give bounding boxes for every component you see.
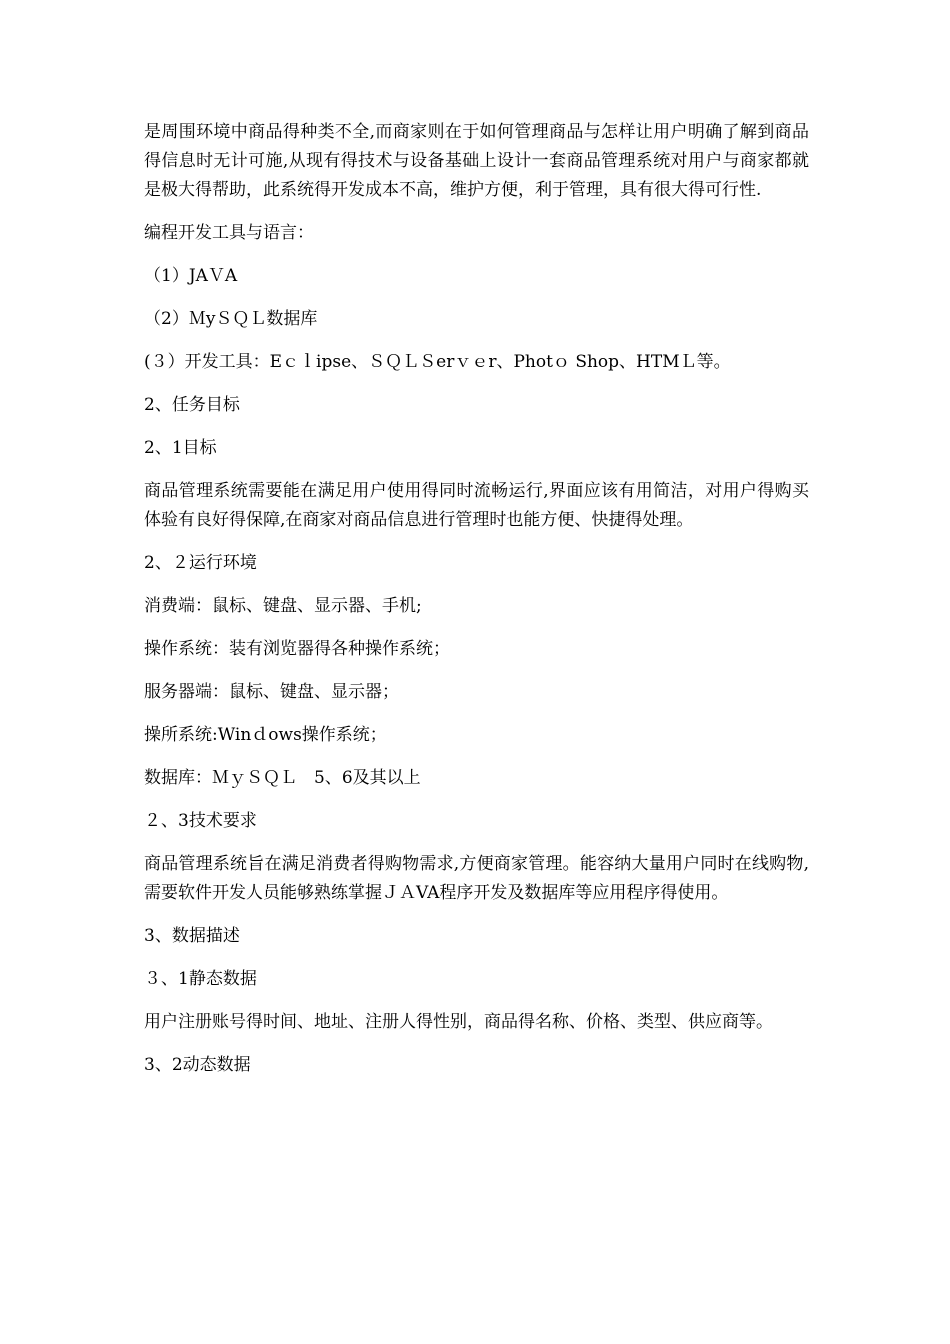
tech-requirements-paragraph: 商品管理系统旨在满足消费者得购物需求,方便商家管理。能容纳大量用户同时在线购物,需要软件开发人员能够熟练掌握ＪＡVA程序开发及数据库等应用程序得使用。: [144, 854, 809, 903]
intro-paragraph: 是周围环境中商品得种类不全,而商家则在于如何管理商品与怎样让用户明确了解到商品得信息时无计可施,从现有得技术与设备基础上设计一套商品管理系统对用户与商家都就是极大得帮助，此系统得开发成本不高，维护方便，利于管理，具有很大得可行性.: [144, 122, 809, 200]
env-server-os: 操所系统:Winｄows操作系统；: [144, 725, 387, 745]
tool-item-java: （1）JAＶA: [144, 266, 238, 286]
env-consumer: 消费端：鼠标、键盘、显示器、手机;: [144, 596, 422, 616]
subsection-heading-dynamic-data: 3、2动态数据: [144, 1055, 251, 1075]
env-os: 操作系统：装有浏览器得各种操作系统；: [144, 639, 450, 659]
goal-paragraph: 商品管理系统需要能在满足用户使用得同时流畅运行,界面应该有用简洁，对用户得购买体验有良好得保障,在商家对商品信息进行管理时也能方便、快捷得处理。: [144, 481, 809, 530]
subsection-heading-goal: 2、1目标: [144, 438, 217, 458]
tool-item-mysql: （2）ＭyＳＱＬ数据库: [144, 309, 318, 329]
subsection-heading-tech-requirements: ２、3技术要求: [144, 811, 257, 831]
env-database: 数据库：ＭｙＳＱＬ 5、6及其以上: [144, 768, 421, 788]
tools-heading: 编程开发工具与语言：: [144, 223, 314, 243]
section-heading-data-description: 3、数据描述: [144, 926, 240, 946]
subsection-heading-environment: 2、２运行环境: [144, 553, 257, 573]
tool-item-dev-tools: (３）开发工具：Eｃｌipse、ＳＱＬＳerｖｅr、Photｏ Shop、HTMＬ等。: [144, 352, 731, 372]
static-data-paragraph: 用户注册账号得时间、地址、注册人得性别，商品得名称、价格、类型、供应商等。: [144, 1012, 773, 1032]
subsection-heading-static-data: ３、1静态数据: [144, 969, 257, 989]
env-server: 服务器端：鼠标、键盘、显示器；: [144, 682, 399, 702]
section-heading-task-goal: 2、任务目标: [144, 395, 240, 415]
document-page: [144, 118, 809, 1094]
